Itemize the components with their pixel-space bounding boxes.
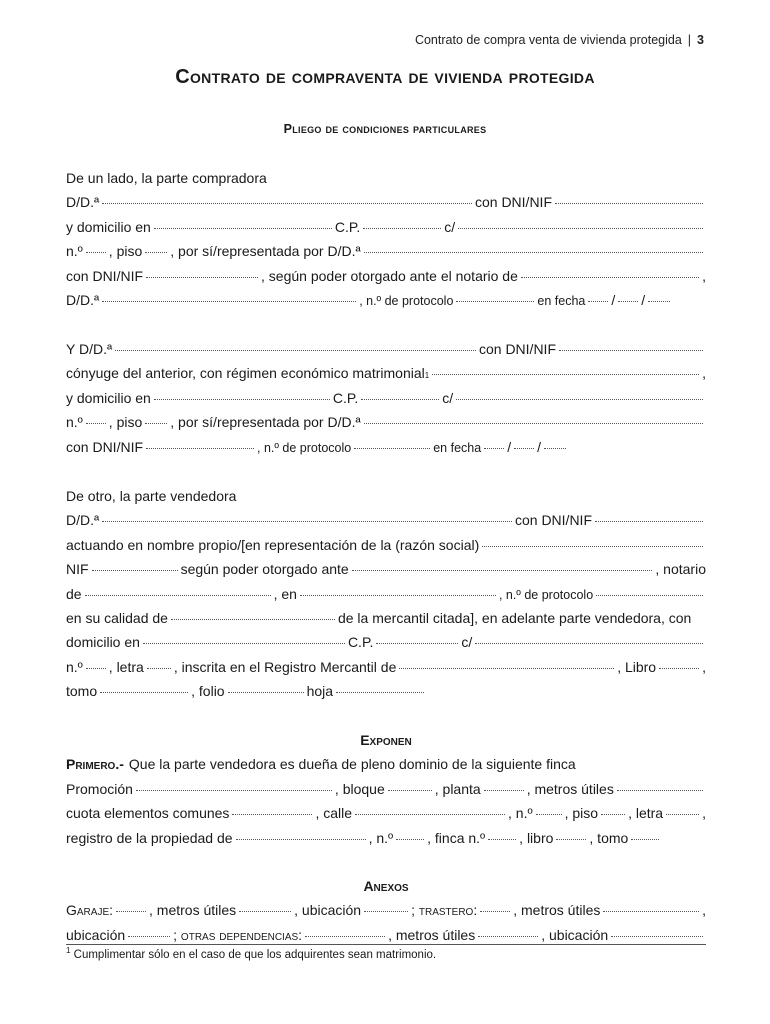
spouse-line-4 <box>66 410 706 434</box>
buyer-line-4 <box>66 264 706 288</box>
label: , Libro <box>617 658 657 675</box>
property-letter-field[interactable] <box>666 813 699 815</box>
spouse-section <box>66 337 706 459</box>
primero-label: Primero.- <box>66 756 124 773</box>
label: , ubicación <box>541 926 609 943</box>
label: ; otras dependencias: <box>173 926 303 943</box>
label: / <box>641 291 646 308</box>
other-units-field[interactable] <box>305 935 385 937</box>
buyer-representative-field[interactable] <box>364 251 703 253</box>
seller-intro-line <box>66 484 706 508</box>
buyer-line-3 <box>66 239 706 263</box>
footnote-ref: 1 <box>424 371 430 381</box>
label: , finca n.º <box>427 829 486 846</box>
label: , <box>702 805 706 822</box>
label: Promoción <box>66 780 133 797</box>
seller-line-8 <box>66 679 706 703</box>
seller-book-field[interactable] <box>659 667 699 669</box>
registry-volume-field[interactable] <box>631 838 659 840</box>
label: , por sí/representada por D/D.ª <box>170 414 361 431</box>
primero-text: Que la parte vendedora es dueña de pleno dominio de la siguiente finca <box>128 756 576 773</box>
registry-book-field[interactable] <box>556 838 586 840</box>
buyer-line-1 <box>66 190 706 214</box>
block-field[interactable] <box>388 789 432 791</box>
useful-meters-field[interactable] <box>617 789 703 791</box>
label: , tomo <box>589 829 629 846</box>
spouse-number-field[interactable] <box>86 422 106 424</box>
spouse-name-field[interactable] <box>115 349 476 351</box>
running-header <box>415 33 704 47</box>
seller-line-4 <box>66 582 706 606</box>
spouse-rep-dni-field[interactable] <box>146 447 254 449</box>
seller-intro: De otro, la parte vendedora <box>66 488 237 504</box>
label: , folio <box>191 683 225 700</box>
footnote <box>66 946 436 961</box>
spouse-regime-field[interactable] <box>432 373 699 375</box>
seller-line-6 <box>66 630 706 654</box>
property-floor-field[interactable] <box>601 813 625 815</box>
label: cuota elementos comunes <box>66 805 230 822</box>
exponen-heading: Exponen <box>360 732 412 748</box>
label: NIF <box>66 561 89 578</box>
label: , n.º <box>368 829 394 846</box>
spouse-date-month-field[interactable] <box>514 447 534 449</box>
property-line-1 <box>66 777 706 801</box>
property-line-2 <box>66 801 706 825</box>
label: n.º <box>66 243 83 260</box>
garage-location-field[interactable] <box>364 910 408 912</box>
label: n.º <box>66 658 83 675</box>
buyer-street-field[interactable] <box>458 227 703 229</box>
label: c/ <box>461 634 473 651</box>
buyer-notary-name-field[interactable] <box>102 300 356 302</box>
label: Garaje: <box>66 902 114 919</box>
label: , piso <box>108 414 143 431</box>
label: / <box>507 438 512 455</box>
label: D/D.ª <box>66 291 100 308</box>
buyer-date-year-field[interactable] <box>648 300 670 302</box>
label: , planta <box>434 780 481 797</box>
property-registry-field[interactable] <box>236 838 366 840</box>
buyer-rep-dni-field[interactable] <box>146 276 258 278</box>
buyer-notary-field[interactable] <box>521 276 699 278</box>
label: , según poder otorgado ante el notario de <box>261 267 518 284</box>
label: , metros útiles <box>149 902 237 919</box>
label: , <box>702 658 706 675</box>
label: , <box>702 267 706 284</box>
label: tomo <box>66 683 98 700</box>
garage-field[interactable] <box>116 910 146 912</box>
buyer-section <box>66 166 706 312</box>
label: en fecha <box>433 440 482 455</box>
label: cónyuge del anterior, con régimen económico matrimonial <box>66 365 425 382</box>
spouse-line-5 <box>66 435 706 459</box>
buyer-name-field[interactable] <box>102 202 472 204</box>
footnote-divider <box>66 944 706 945</box>
label: , piso <box>108 243 143 260</box>
label: , <box>702 365 706 382</box>
spouse-cp-field[interactable] <box>361 398 439 400</box>
label: , calle <box>315 805 353 822</box>
label: , inscrita en el Registro Mercantil de <box>173 658 397 675</box>
spouse-line-2 <box>66 361 706 385</box>
other-units-meters-field[interactable] <box>478 935 538 937</box>
label: , n.º de protocolo <box>257 440 352 455</box>
spouse-dni-field[interactable] <box>559 349 703 351</box>
promotion-field[interactable] <box>136 789 332 791</box>
header-separator: | <box>687 33 692 47</box>
seller-address-field[interactable] <box>143 642 345 644</box>
label: , libro <box>519 829 554 846</box>
seller-cp-field[interactable] <box>376 642 458 644</box>
spouse-line-3 <box>66 386 706 410</box>
spouse-date-day-field[interactable] <box>484 447 504 449</box>
common-quota-field[interactable] <box>232 813 312 815</box>
seller-volume-field[interactable] <box>100 691 188 693</box>
footnote-text: Cumplimentar sólo en el caso de que los adquirentes sean matrimonio. <box>73 948 437 961</box>
buyer-floor-field[interactable] <box>145 251 167 253</box>
storage-field[interactable] <box>480 910 510 912</box>
label: con DNI/NIF <box>474 194 552 211</box>
buyer-line-5 <box>66 288 706 312</box>
floor-level-field[interactable] <box>484 789 524 791</box>
label: c/ <box>442 389 454 406</box>
buyer-line-2 <box>66 215 706 239</box>
label: Y D/D.ª <box>66 341 113 357</box>
label: , piso <box>564 805 599 822</box>
seller-section <box>66 484 706 704</box>
label: y domicilio en <box>66 218 151 235</box>
label: con DNI/NIF <box>514 512 592 529</box>
running-title: Contrato de compra venta de vivienda protegida <box>414 33 682 47</box>
seller-line-5 <box>66 606 706 630</box>
page-number: 3 <box>697 33 704 47</box>
document-subtitle: Pliego de condiciones particulares <box>283 122 487 136</box>
buyer-protocol-field[interactable] <box>456 300 534 302</box>
seller-registry-field[interactable] <box>399 667 614 669</box>
seller-folio-field[interactable] <box>228 691 304 693</box>
label: / <box>537 438 541 455</box>
seller-notary-city-field[interactable] <box>85 594 271 596</box>
spouse-representative-field[interactable] <box>364 422 703 424</box>
property-street-field[interactable] <box>355 813 505 815</box>
label: ; trastero: <box>411 902 478 919</box>
buyer-number-field[interactable] <box>86 251 106 253</box>
label: , metros útiles <box>526 780 614 797</box>
buyer-dni-field[interactable] <box>555 202 703 204</box>
spouse-floor-field[interactable] <box>145 422 167 424</box>
label: de <box>66 585 82 602</box>
anexos-line-1 <box>66 898 706 922</box>
footnote-mark: 1 <box>66 946 71 955</box>
spouse-address-field[interactable] <box>154 398 330 400</box>
seller-line-7 <box>66 655 706 679</box>
label: D/D.ª <box>66 512 100 529</box>
label: y domicilio en <box>66 389 151 406</box>
label: según poder otorgado ante <box>180 561 349 578</box>
label: actuando en nombre propio/[en representación de la (razón social) <box>66 536 480 553</box>
seller-name-field[interactable] <box>102 520 512 522</box>
seller-letter-field[interactable] <box>147 667 171 669</box>
label: domicilio en <box>66 634 140 651</box>
exponen-section <box>66 728 706 850</box>
property-number-field[interactable] <box>536 813 562 815</box>
label: D/D.ª <box>66 194 100 211</box>
label: , n.º <box>508 805 533 822</box>
buyer-intro: De un lado, la parte compradora <box>66 170 267 186</box>
label: ubicación <box>66 926 126 943</box>
label: , en <box>273 585 297 602</box>
seller-capacity-field[interactable] <box>171 618 335 620</box>
spouse-line-1 <box>66 337 706 361</box>
label: con DNI/NIF <box>66 438 144 455</box>
label: hoja <box>306 683 334 700</box>
label: c/ <box>444 218 456 235</box>
label: de la mercantil citada], en adelante parte vendedora, con <box>337 609 692 626</box>
anexos-section <box>66 874 706 947</box>
seller-line-1 <box>66 508 706 532</box>
registry-number-field[interactable] <box>396 838 424 840</box>
storage-location-field[interactable] <box>128 935 170 937</box>
seller-company-field[interactable] <box>482 545 703 547</box>
document-title: Contrato de compraventa de vivienda protegida <box>175 66 595 88</box>
label: , metros útiles <box>513 902 601 919</box>
label: , notario <box>655 561 706 578</box>
label: con DNI/NIF <box>478 341 556 357</box>
spouse-street-field[interactable] <box>456 398 703 400</box>
label: C.P. <box>332 389 359 406</box>
label: , bloque <box>334 780 385 797</box>
buyer-date-day-field[interactable] <box>588 300 608 302</box>
label: en fecha <box>537 293 586 308</box>
property-line-3 <box>66 826 706 850</box>
primero-line <box>66 752 706 776</box>
seller-protocol-field[interactable] <box>596 594 703 596</box>
seller-power-field[interactable] <box>352 569 653 571</box>
seller-nif-field[interactable] <box>92 569 178 571</box>
label: , letra <box>108 658 144 675</box>
label: , por sí/representada por D/D.ª <box>170 243 361 260</box>
label: , ubicación <box>294 902 362 919</box>
label: / <box>611 291 616 308</box>
storage-meters-field[interactable] <box>603 910 699 912</box>
label: , <box>702 902 706 919</box>
label: , metros útiles <box>388 926 476 943</box>
label: n.º <box>66 414 83 431</box>
seller-line-3 <box>66 557 706 581</box>
label: en su calidad de <box>66 609 168 626</box>
anexos-heading: Anexos <box>363 878 409 894</box>
seller-sheet-field[interactable] <box>336 691 424 693</box>
label: con DNI/NIF <box>66 267 144 284</box>
seller-number-field[interactable] <box>86 667 106 669</box>
label: , n.º de protocolo <box>498 587 594 602</box>
other-units-location-field[interactable] <box>611 935 703 937</box>
label: , letra <box>628 805 664 822</box>
label: C.P. <box>347 634 374 651</box>
estate-number-field[interactable] <box>488 838 516 840</box>
spouse-date-year-field[interactable] <box>544 447 566 449</box>
seller-place-field[interactable] <box>300 594 496 596</box>
buyer-date-month-field[interactable] <box>618 300 638 302</box>
buyer-cp-field[interactable] <box>363 227 441 229</box>
buyer-intro-line <box>66 166 706 190</box>
label: registro de la propiedad de <box>66 829 233 846</box>
seller-line-2 <box>66 533 706 557</box>
garage-meters-field[interactable] <box>239 910 291 912</box>
label: C.P. <box>334 218 361 235</box>
spouse-protocol-field[interactable] <box>354 447 430 449</box>
buyer-address-field[interactable] <box>154 227 332 229</box>
seller-dni-field[interactable] <box>595 520 703 522</box>
seller-street-field[interactable] <box>475 642 703 644</box>
label: , n.º de protocolo <box>359 293 454 308</box>
